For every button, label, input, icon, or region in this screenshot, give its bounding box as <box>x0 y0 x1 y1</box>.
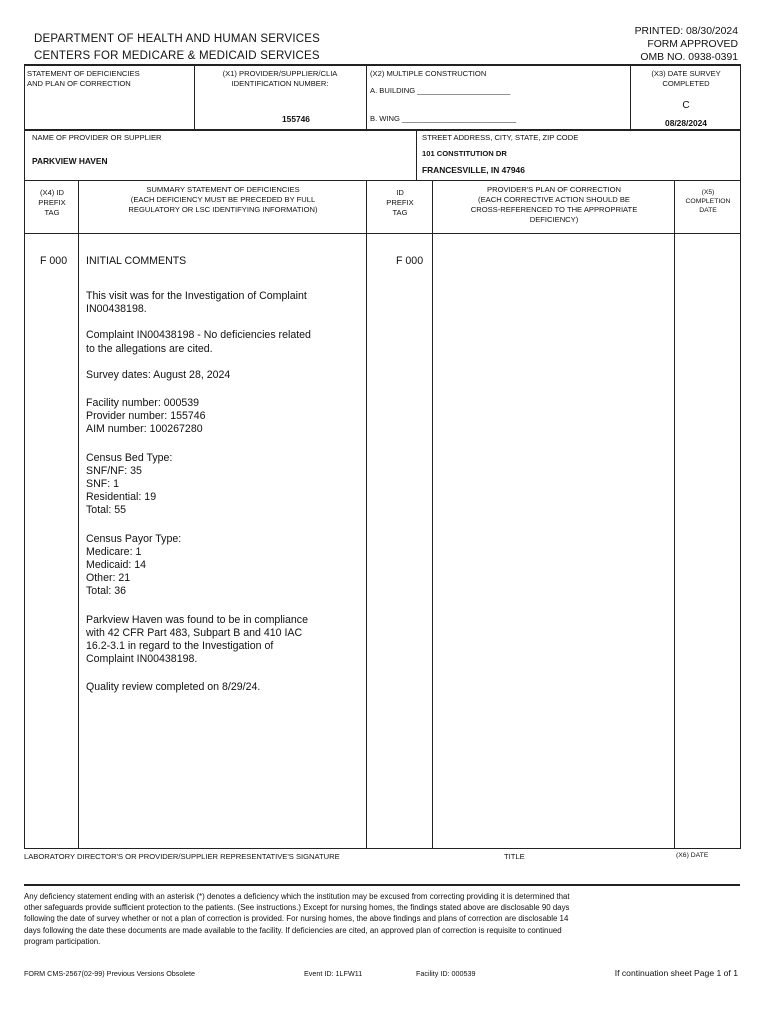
paragraph: Facility number: 000539 Provider number: 155746 AIM number: 100267280 <box>86 397 206 436</box>
provider-id-value: 155746 <box>282 114 310 124</box>
x3-label: (X3) DATE SURVEY COMPLETED <box>651 69 721 88</box>
x5-header: (X5) COMPLETION DATE <box>685 189 731 214</box>
department-title: DEPARTMENT OF HEALTH AND HUMAN SERVICES <box>34 33 320 45</box>
summary-header: SUMMARY STATEMENT OF DEFICIENCIES (EACH DEFICIENCY MUST BE PRECEDED BY FULL REGULATORY OR LSC IDENTIFYING INFORMATION) <box>128 185 318 214</box>
entry-body <box>86 290 364 695</box>
paragraph: Census Payor Type: Medicare: 1 Medicaid: 14 Other: 21 Total: 36 <box>86 532 182 598</box>
paragraph: Census Bed Type: SNF/NF: 35 SNF: 1 Residential: 19 Total: 55 <box>86 451 173 517</box>
street-address: 101 CONSTITUTION DR <box>422 149 507 158</box>
id-header: ID PREFIX TAG <box>386 188 414 217</box>
x2-label: (X2) MULTIPLE CONSTRUCTION <box>370 69 487 78</box>
continuation-page: If continuation sheet Page 1 of 1 <box>614 968 738 978</box>
signature-label: LABORATORY DIRECTOR'S OR PROVIDER/SUPPLIER REPRESENTATIVE'S SIGNATURE <box>24 852 340 861</box>
wing-field: B. WING ___________________________ <box>370 114 517 123</box>
date-label: (X6) DATE <box>676 852 709 859</box>
provider-name-label: NAME OF PROVIDER OR SUPPLIER <box>32 133 162 142</box>
id-prefix-tag: F 000 <box>396 255 424 267</box>
paragraph: Survey dates: August 28, 2024 <box>86 368 231 381</box>
plan-header: PROVIDER'S PLAN OF CORRECTION (EACH CORRECTIVE ACTION SHOULD BE CROSS-REFERENCED TO THE APPROPRIATE DEFICIENCY) <box>470 185 638 224</box>
form-number: FORM CMS-2567(02-99) Previous Versions Obsolete <box>24 969 195 978</box>
agency-title: CENTERS FOR MEDICARE & MEDICAID SERVICES <box>34 50 320 62</box>
paragraph: Quality review completed on 8/29/24. <box>86 681 261 694</box>
event-id: Event ID: 1LFW11 <box>304 969 363 978</box>
title-label: TITLE <box>504 852 525 861</box>
facility-id: Facility ID: 000539 <box>416 969 476 978</box>
printed-date: PRINTED: 08/30/2024 <box>634 26 738 37</box>
omb-number: OMB NO. 0938-0391 <box>640 52 738 63</box>
statement-label: STATEMENT OF DEFICIENCIES AND PLAN OF CORRECTION <box>27 69 140 88</box>
entry-heading: INITIAL COMMENTS <box>86 255 187 267</box>
city-state-zip: FRANCESVILLE, IN 47946 <box>422 165 525 175</box>
building-field: A. BUILDING ______________________ <box>370 86 511 95</box>
form-approved: FORM APPROVED <box>647 39 738 50</box>
disclaimer-text: Any deficiency statement ending with an asterisk (*) denotes a deficiency which the institution may be excused from correcting providing it is determined that other safeguards provide sufficient protection to the patients. (See instructions.) Except for nursing homes, the findings stated above are disclosable 90 days following the date of survey whether or not a plan of correction is provided. For nursing homes, the above findings and plans of correction are disclosable 14 days following the date these documents are made available to the facility. If deficiencies are cited, an approved plan of correction is requisite to continued program participation. <box>24 892 570 946</box>
paragraph: Complaint IN00438198 - No deficiencies related to the allegations are cited. <box>86 329 311 355</box>
paragraph: This visit was for the Investigation of Complaint IN00438198. <box>86 290 307 316</box>
x3-letter: C <box>682 100 690 111</box>
survey-completed-date: 08/28/2024 <box>665 118 707 128</box>
form-meta <box>635 25 738 64</box>
paragraph: Parkview Haven was found to be in compliance with 42 CFR Part 483, Subpart B and 410 IAC 16.2-3.1 in regard to the Investigation of Complaint IN00438198. <box>86 613 308 666</box>
prefix-tag: F 000 <box>40 255 68 267</box>
x4-header: (X4) ID PREFIX TAG <box>38 188 66 217</box>
provider-name-value: PARKVIEW HAVEN <box>32 156 108 166</box>
address-label: STREET ADDRESS, CITY, STATE, ZIP CODE <box>422 133 579 142</box>
x1-label: (X1) PROVIDER/SUPPLIER/CLIA IDENTIFICATION NUMBER: <box>222 69 338 88</box>
